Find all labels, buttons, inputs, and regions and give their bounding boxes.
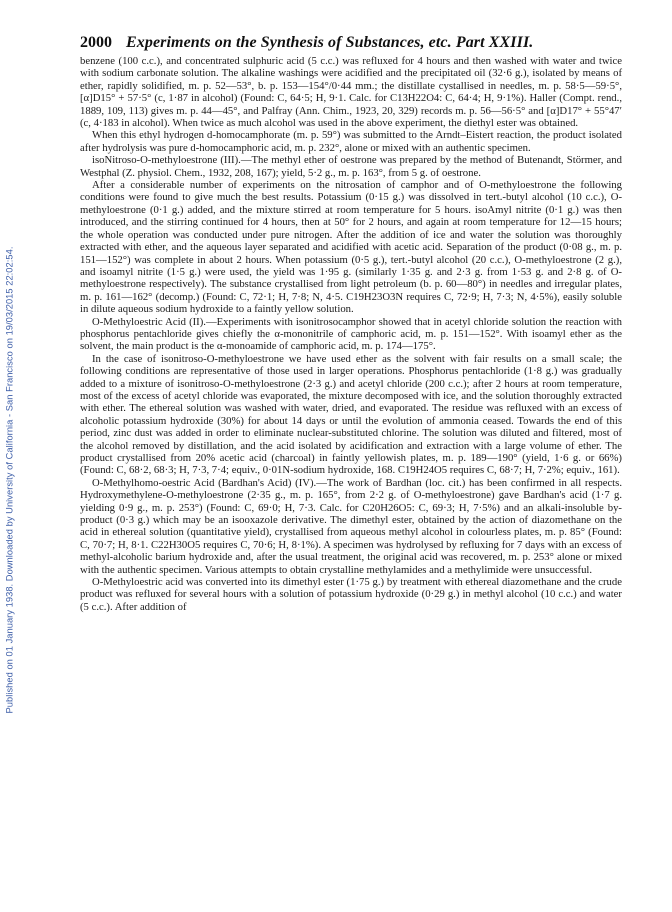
provenance-text: Published on 01 January 1938. Downloaded by University of California - San Francisco on 19/03/2015 22:02:54. xyxy=(4,246,15,714)
running-title: Experiments on the Synthesis of Substances, etc. Part XXIII. xyxy=(126,34,534,51)
article-body xyxy=(80,55,622,613)
paragraph: isoNitroso-O-methyloestrone (III).—The methyl ether of oestrone was prepared by the method of Butenandt, Störmer, and Westphal (Z. physiol. Chem., 1932, 208, 167); yield, 5·2 g., m. p. 163°, from 5 g. of oestrone. xyxy=(80,154,622,179)
paragraph: O-Methyloestric acid was converted into its dimethyl ester (1·75 g.) by treatment with ethereal diazomethane and the crude product was refluxed for several hours with a solution of potassium hydroxide (0·29 g.) in methyl alcohol (10 c.c.) and water (5 c.c.). After addition of xyxy=(80,576,622,613)
provenance-sidebar xyxy=(0,60,18,900)
page-number: 2000 xyxy=(80,34,112,51)
paragraph: O-Methyloestric Acid (II).—Experiments with isonitrosocamphor showed that in acetyl chloride solution the reaction with phosphorus pentachloride gives chiefly the α-mononitrile of camphoric acid, m. p. 151—152°. With isoamyl ether as the solvent, the main product is the α-monoamide of camphoric acid, m. p. 174—175°. xyxy=(80,315,622,353)
paragraph: When this ethyl hydrogen d-homocamphorate (m. p. 59°) was submitted to the Arndt–Eistert reaction, the product isolated after hydrolysis was pure d-homocamphoric acid, m. p. 232°, alone or mixed with an authentic specimen. xyxy=(80,129,622,154)
running-header xyxy=(80,34,620,52)
paragraph: benzene (100 c.c.), and concentrated sulphuric acid (5 c.c.) was refluxed for 4 hours and then washed with water and twice with sodium carbonate solution. The alkaline washings were acidified and the precipitated oil (32·6 g.), isolated by means of ether, rapidly solidified, m. p. 52—53°, b. p. 153—154°/0·44 mm.; the distillate cystallised in needles, m. p. 58·5—59·5°, [α]D15° + 57·5° (c, 1·87 in alcohol) (Found: C, 64·5; H, 9·1. Calc. for C13H22O4: C, 64·4; H, 9·1%). Haller (Compt. rend., 1889, 109, 113) gives m. p. 44—45°, and Palfray (Ann. Chim., 1923, 20, 329) records m. p. 56—56·5° and [α]D17° + 55°47′ (c, 4·183 in alcohol). When twice as much alcohol was used in the above experiment, the diethyl ester was obtained. xyxy=(80,55,622,130)
paragraph: After a considerable number of experiments on the nitrosation of camphor and of O-methyloestrone the following conditions were found to give much the best results. Potassium (0·15 g.) was dissolved in tert.-butyl alcohol (10 c.c.), O-methyloestrone (0·1 g.) added, and the mixture stirred at room temperature for 5 hours. isoAmyl nitrite (0·1 g.) was then introduced, and the stirring continued for 4 hours, then at 50° for 2 hours, and again at room temperature for 12—15 hours; the whole operation was conducted under pure nitrogen. After the addition of ice and water the solution was thoroughly extracted with ether, and the aqueous layer separated and acidified with acetic acid. Separation of the product (0·08 g., m. p. 151—152°) was complete in about 2 hours. When potassium (0·5 g.), tert.-butyl alcohol (20 c.c.), O-methyloestrone (2 g.), and isoamyl nitrite (1·5 g.) were used, the yield was 1·95 g. (similarly 1·35 g. and 2·3 g. from 1·53 g. and 2·8 g. of O-methyloestrone respectively). The substance crystallised from light petroleum (b. p. 60—80°) in needles and irregular plates, m. p. 161—162° (decomp.) (Found: C, 72·1; H, 7·8; N, 4·5. C19H23O3N requires C, 72·9; H, 7·3; N, 4·5%), easily soluble in dilute aqueous sodium hydroxide to a faintly yellow solution. xyxy=(80,179,622,316)
paragraph: In the case of isonitroso-O-methyloestrone we have used ether as the solvent with fair results on a small scale; the following conditions are representative of those used in larger operations. Phosphorus pentachloride (1·8 g.) was gradually added to a mixture of isonitroso-O-methyloestrone (2·3 g.) and acetyl chloride (200 c.c.); after 2 hours at room temperature, most of the excess of acetyl chloride was evaporated, the mixture decomposed with ice, and the solution thoroughly extracted with ether. The ethereal solution was washed with water, dried, and evaporated. The residue was refluxed with an excess of alcoholic potassium hydroxide (30%) for about 14 days or until the evolution of ammonia ceased. Towards the end of this period, zinc dust was added in order to eliminate nuclear-substituted chlorine. The solution was diluted and filtered, most of the alcohol removed by distillation, and the acid isolated by acidification and extraction with a large volume of ether. The product crystallised from 20% acetic acid (charcoal) in faintly yellowish plates, m. p. 189—190° (yield, 1·6 g. or 66%) (Found: C, 68·2, 68·3; H, 7·3, 7·4; equiv., 0·01N-sodium hydroxide, 168. C19H24O5 requires C, 68·7; H, 7·2%; equiv., 161). xyxy=(80,352,622,477)
paragraph: O-Methylhomo-oestric Acid (Bardhan's Acid) (IV).—The work of Bardhan (loc. cit.) has been confirmed in all respects. Hydroxymethylene-O-methyloestrone (2·35 g., m. p. 165°, from 2·2 g. of O-methyloestrone) gave Bardhan's acid (1·7 g. yielding 0·9 g., m. p. 253°) (Found: C, 69·0; H, 7·3. Calc. for C20H26O5: C, 69·3; H, 7·5%) and an alkali-insoluble by-product (0·3 g.) which may be an isooxazole derivative. The dimethyl ester, obtained by the action of diazomethane on the acid in ethereal solution (quantitative yield), crystallised from aqueous methyl alcohol in colourless plates, m. p. 85° (Found: C, 70·7; H, 8·1. C22H30O5 requires C, 70·6; H, 8·1%). A specimen was hydrolysed by refluxing for 7 days with an excess of methyl-alcoholic barium hydroxide and, after the usual treatment, the original acid was recovered, m. p. 253° alone or mixed with the authentic specimen. Various attempts to obtain crystalline methylamides and a methylimide were unsuccessful. xyxy=(80,476,622,576)
